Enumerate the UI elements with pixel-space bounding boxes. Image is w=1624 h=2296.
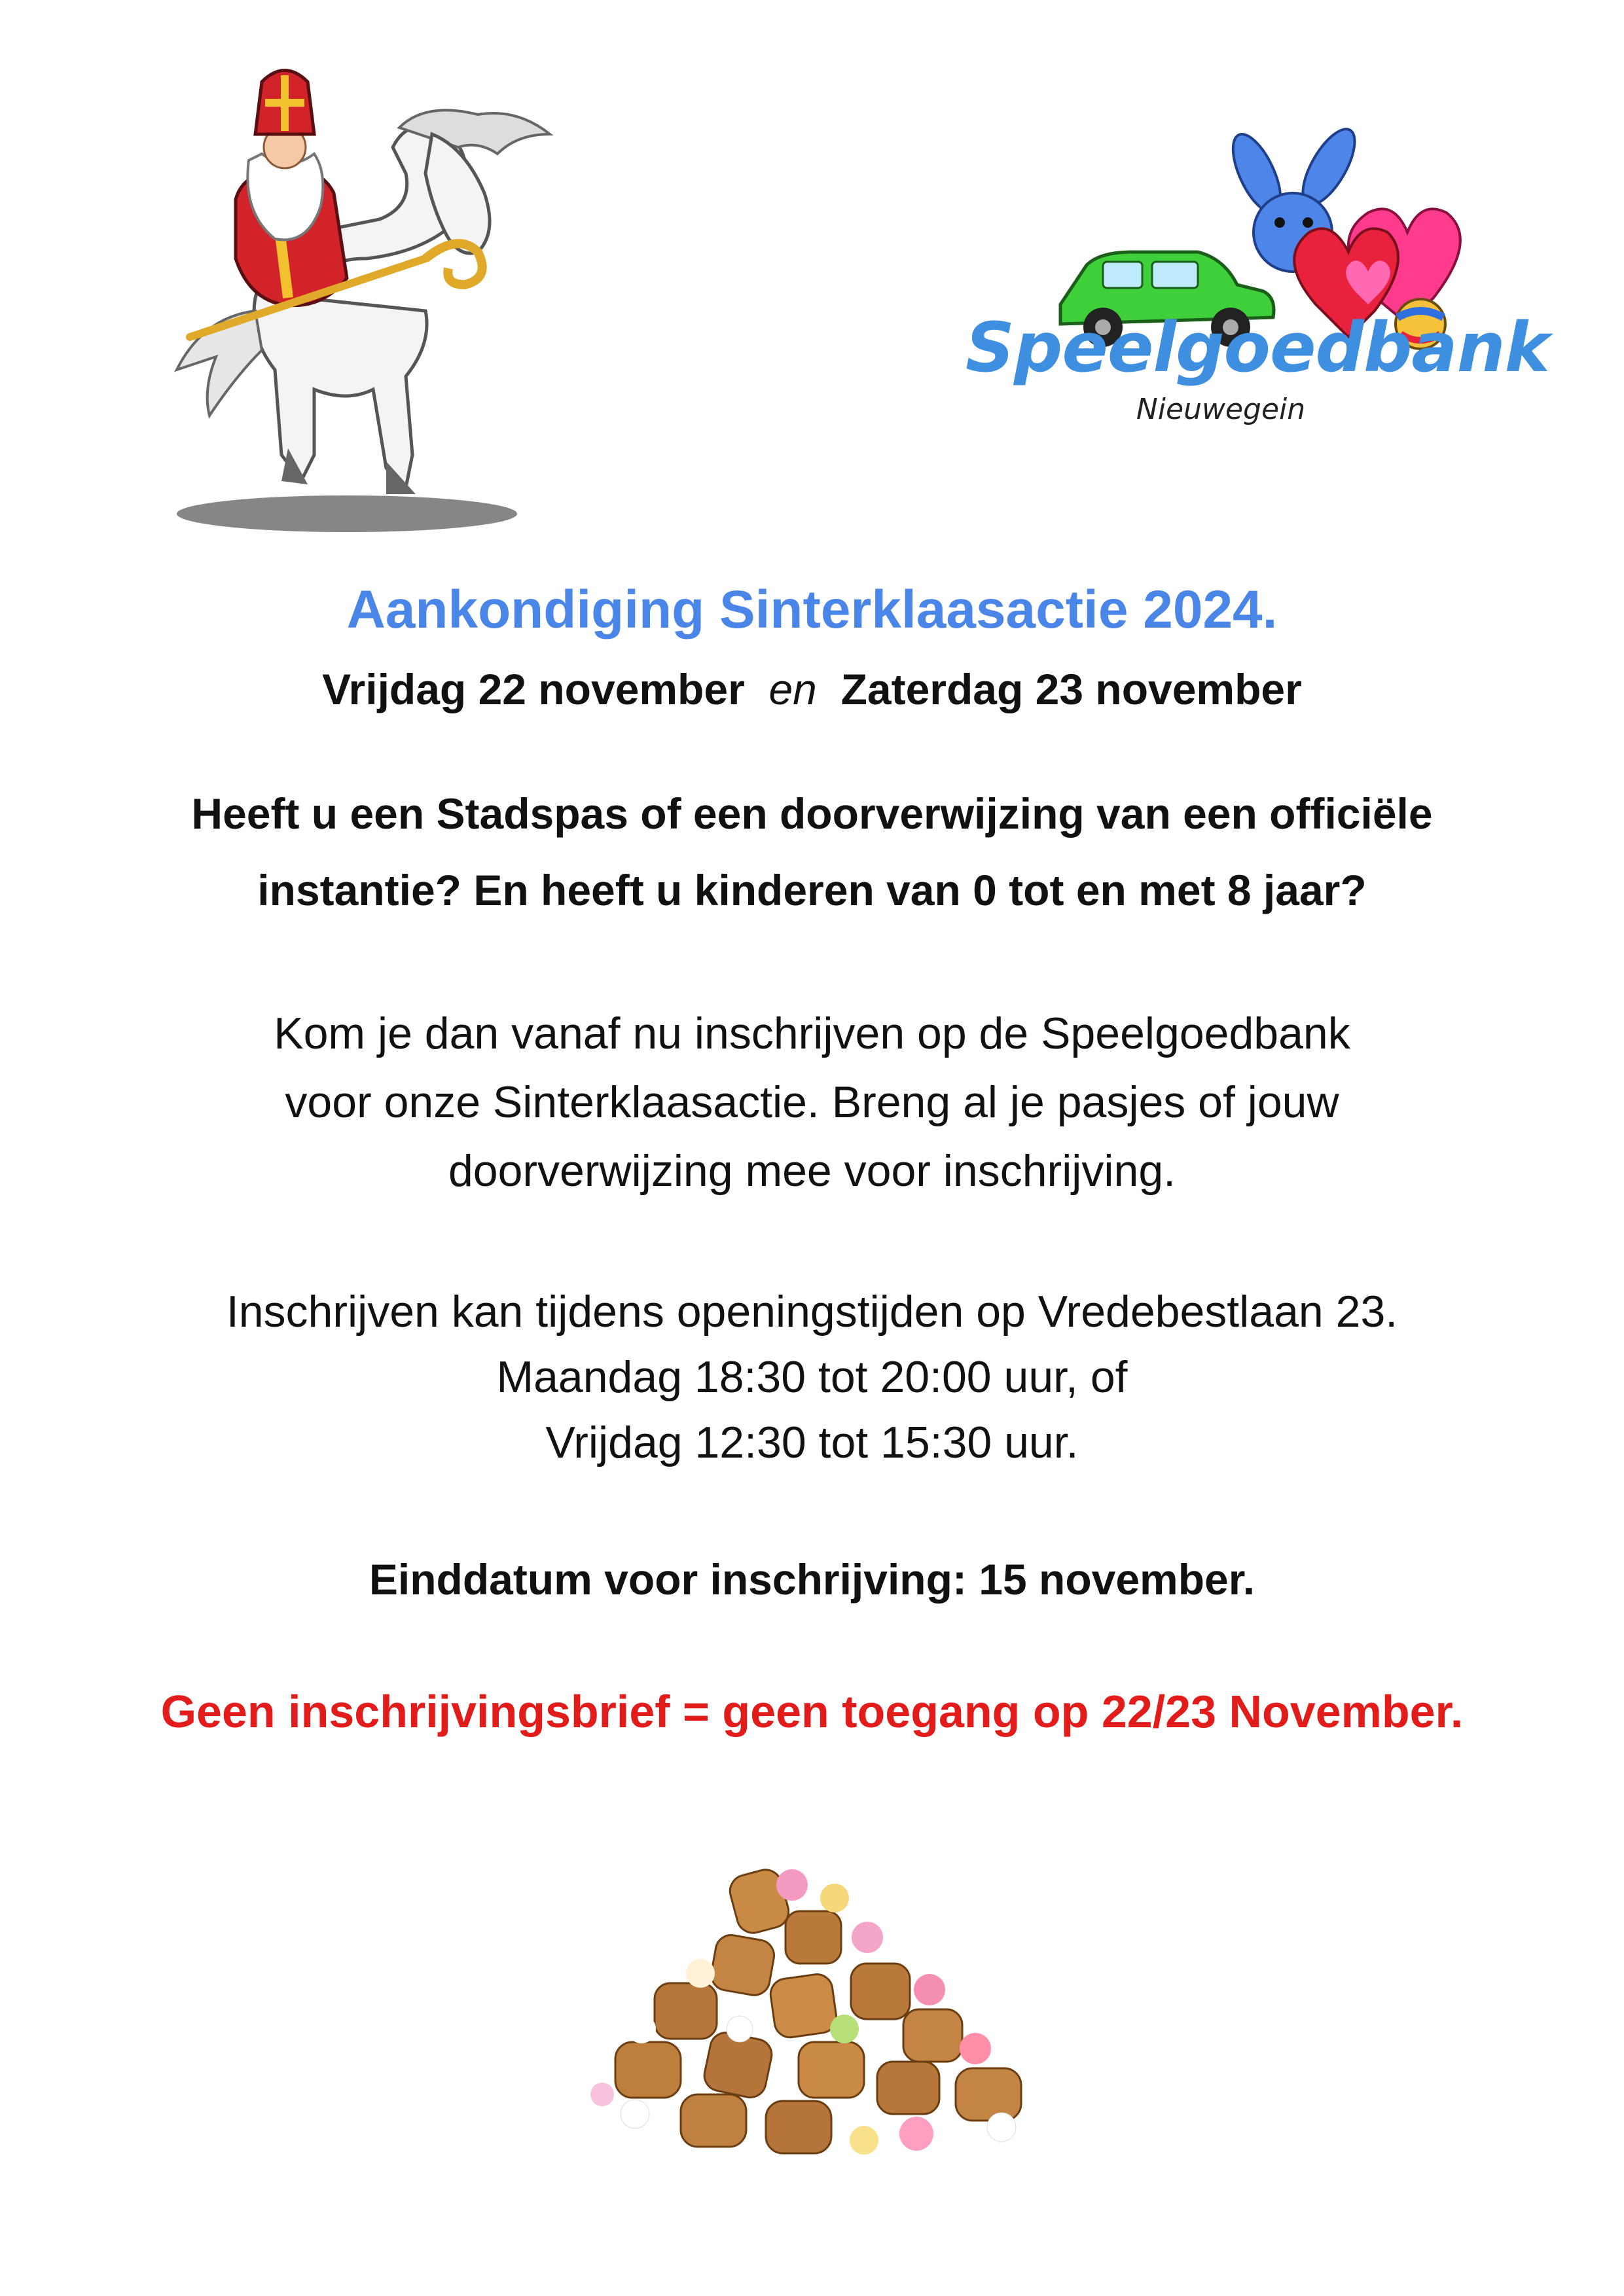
logo-wordmark: Speelgoedbank <box>965 308 1549 387</box>
sinterklaas-illustration <box>151 62 556 540</box>
invite-line-3: doorverwijzing mee voor inschrijving. <box>448 1146 1176 1196</box>
access-warning: Geen inschrijvingsbrief = geen toegang op 22/23 November. <box>160 1686 1464 1737</box>
event-date-friday: Vrijdag 22 november <box>322 665 745 713</box>
event-dates-connector: en <box>768 665 817 713</box>
logo-location: Nieuwegein <box>1136 393 1306 426</box>
eligibility-question-line-1: Heeft u een Stadspas of een doorverwijzing van een officiële <box>191 789 1433 838</box>
hours-line-2: Maandag 18:30 tot 20:00 uur, of <box>496 1352 1128 1402</box>
invite-line-1: Kom je dan vanaf nu inschrijven op de Speelgoedbank <box>274 1009 1350 1058</box>
event-date-saturday: Zaterdag 23 november <box>840 665 1302 713</box>
announcement-title: Aankondiging Sinterklaasactie 2024. <box>346 580 1278 639</box>
eligibility-question-line-2: instantie? En heeft u kinderen van 0 tot en met 8 jaar? <box>257 866 1367 914</box>
hours-line-3: Vrijdag 12:30 tot 15:30 uur. <box>545 1418 1079 1467</box>
event-dates <box>0 664 1624 714</box>
registration-deadline: Einddatum voor inschrijving: 15 november. <box>369 1555 1255 1604</box>
pepernoten-pile-illustration <box>576 1833 1074 2173</box>
invite-line-2: voor onze Sinterklaasactie. Breng al je pasjes of jouw <box>285 1077 1339 1127</box>
hours-line-1: Inschrijven kan tijdens openingstijden op Vredebestlaan 23. <box>226 1287 1398 1336</box>
